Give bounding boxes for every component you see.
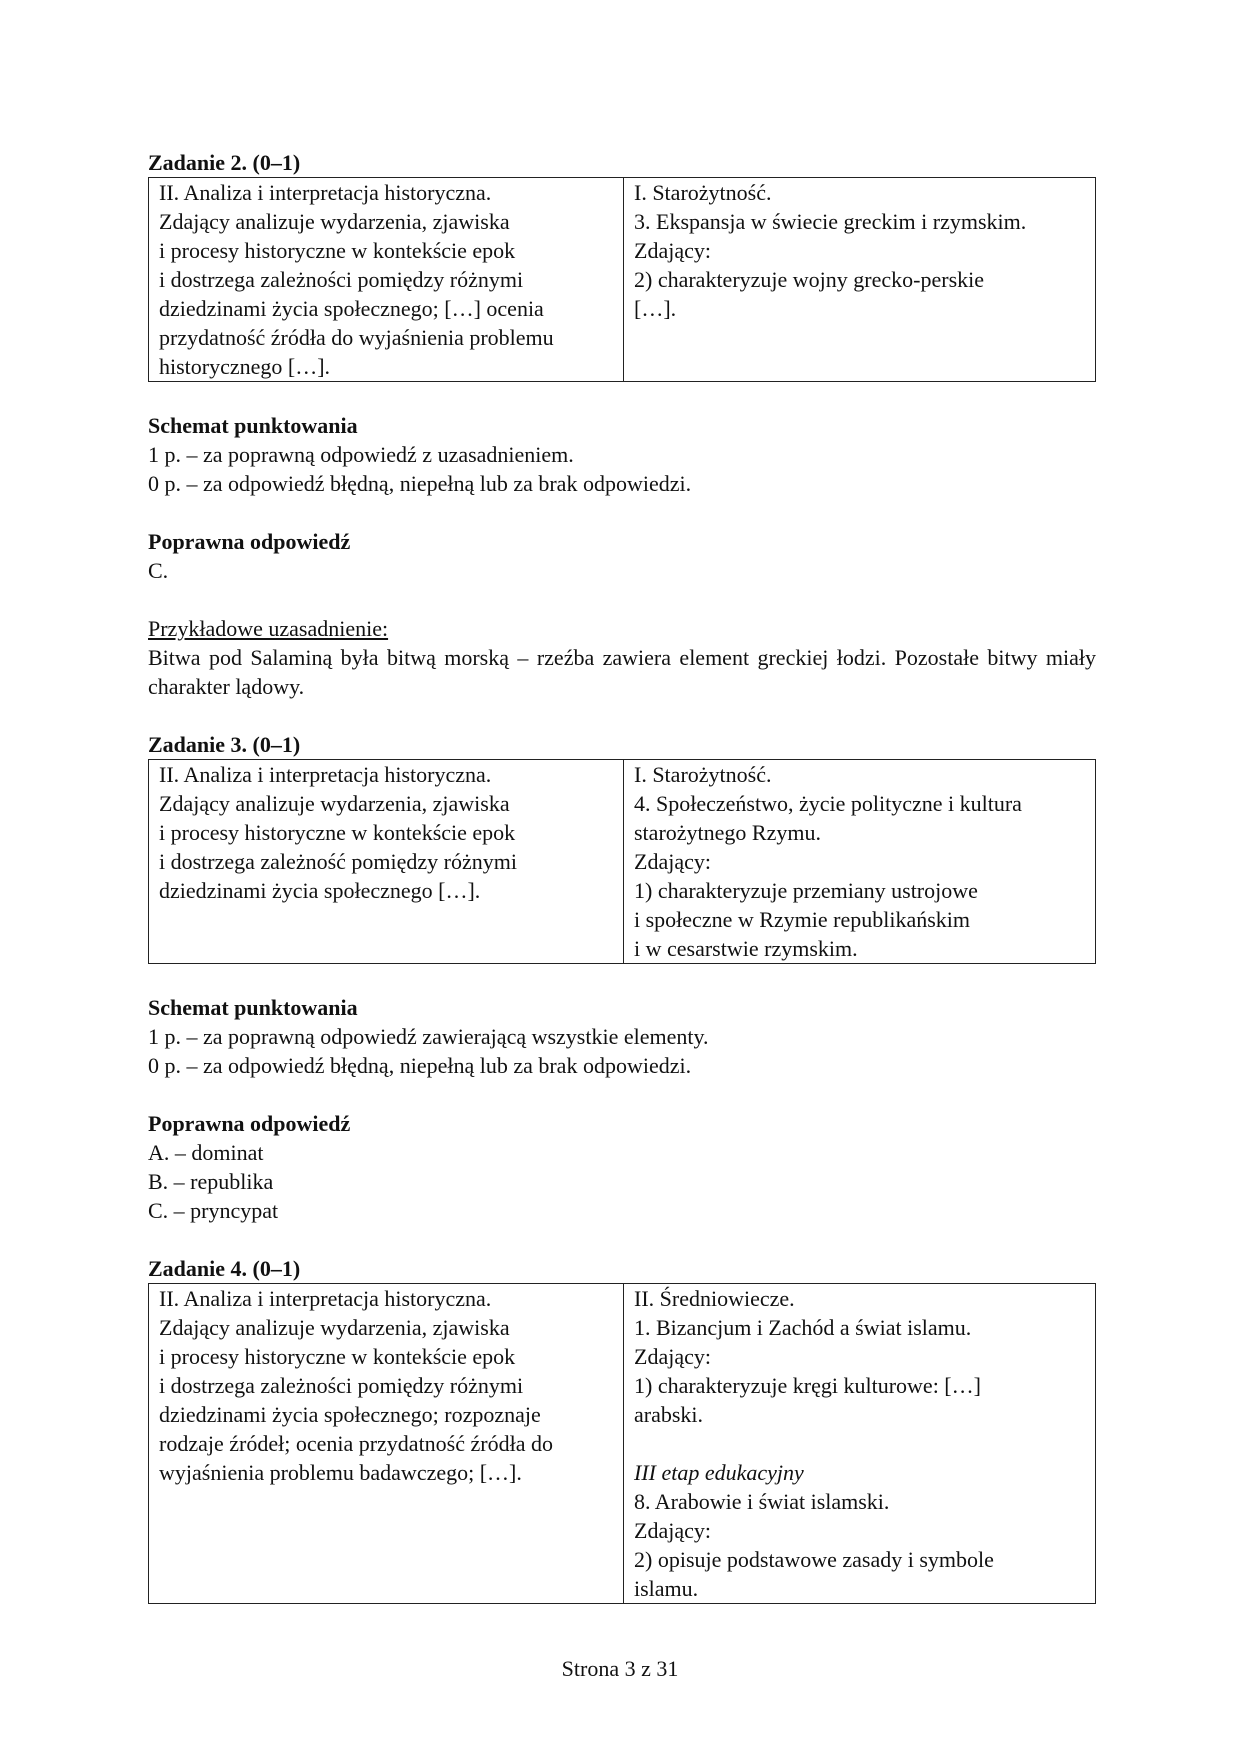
task-title: Zadanie 4. (0–1) xyxy=(148,1256,301,1281)
requirement-line: islamu. xyxy=(634,1576,699,1601)
requirement-line: 2) charakteryzuje wojny grecko-perskie xyxy=(634,267,985,292)
general-requirement-cell xyxy=(149,1284,624,1604)
requirement-line: Zdający analizuje wydarzenia, zjawiska xyxy=(159,1315,510,1340)
requirement-line: II. Analiza i interpretacja historyczna. xyxy=(159,1286,492,1311)
answer-heading: Poprawna odpowiedź xyxy=(148,1111,351,1136)
requirement-line: dziedzinami życia społecznego […]. xyxy=(159,878,481,903)
requirement-line: […]. xyxy=(634,296,677,321)
requirement-line: I. Starożytność. xyxy=(634,180,772,205)
requirement-line: 1) charakteryzuje przemiany ustrojowe xyxy=(634,878,978,903)
answer-line: B. – republika xyxy=(148,1169,274,1194)
requirement-line: 1) charakteryzuje kręgi kulturowe: […] xyxy=(634,1373,981,1398)
requirement-line: Zdający: xyxy=(634,1344,711,1369)
scoring-line: 1 p. – za poprawną odpowiedź zawierającą wszystkie elementy. xyxy=(148,1024,709,1049)
requirement-line: i dostrzega zależność pomiędzy różnymi xyxy=(159,849,517,874)
specific-requirement-cell xyxy=(624,760,1096,964)
requirement-line: i procesy historyczne w kontekście epok xyxy=(159,820,516,845)
scoring-line: 1 p. – za poprawną odpowiedź z uzasadnieniem. xyxy=(148,442,574,467)
page-footer: Strona 3 z 31 xyxy=(561,1656,679,1681)
requirement-line: 8. Arabowie i świat islamski. xyxy=(634,1489,890,1514)
requirement-line: i społeczne w Rzymie republikańskim xyxy=(634,907,971,932)
scoring-heading: Schemat punktowania xyxy=(148,995,358,1020)
answer-line: C. xyxy=(148,558,169,583)
requirement-line: arabski. xyxy=(634,1402,704,1427)
answer-line: C. – pryncypat xyxy=(148,1198,279,1223)
requirement-line: II. Analiza i interpretacja historyczna. xyxy=(159,762,492,787)
requirements-table xyxy=(148,1283,1096,1604)
requirement-line: i w cesarstwie rzymskim. xyxy=(634,936,858,961)
requirement-line: wyjaśnienia problemu badawczego; […]. xyxy=(159,1460,522,1485)
requirement-line: i dostrzega zależności pomiędzy różnymi xyxy=(159,267,524,292)
task-4 xyxy=(148,1254,1096,1604)
requirement-line: dziedzinami życia społecznego; rozpoznaje xyxy=(159,1402,541,1427)
requirement-line: rodzaje źródeł; ocenia przydatność źródła do xyxy=(159,1431,553,1456)
requirement-line: i procesy historyczne w kontekście epok xyxy=(159,238,516,263)
requirement-line: Zdający: xyxy=(634,238,711,263)
task-title: Zadanie 2. (0–1) xyxy=(148,150,301,175)
requirement-line: Zdający analizuje wydarzenia, zjawiska xyxy=(159,209,510,234)
document-page xyxy=(148,148,1096,1604)
requirement-line: dziedzinami życia społecznego; […] ocenia xyxy=(159,296,544,321)
requirement-line: Zdający: xyxy=(634,1518,711,1543)
requirement-line: II. Średniowiecze. xyxy=(634,1286,795,1311)
task-title: Zadanie 3. (0–1) xyxy=(148,732,301,757)
task-2 xyxy=(148,148,1096,730)
specific-requirement-cell xyxy=(624,178,1096,382)
general-requirement-cell xyxy=(149,178,624,382)
requirement-line: starożytnego Rzymu. xyxy=(634,820,821,845)
requirement-line: 2) opisuje podstawowe zasady i symbole xyxy=(634,1547,994,1572)
requirement-line: II. Analiza i interpretacja historyczna. xyxy=(159,180,492,205)
blank-line xyxy=(634,1429,1085,1458)
requirement-line: Zdający analizuje wydarzenia, zjawiska xyxy=(159,791,510,816)
requirement-line: i procesy historyczne w kontekście epok xyxy=(159,1344,516,1369)
scoring-line: 0 p. – za odpowiedź błędną, niepełną lub za brak odpowiedzi. xyxy=(148,1053,692,1078)
requirement-line: i dostrzega zależności pomiędzy różnymi xyxy=(159,1373,524,1398)
requirement-line: przydatność źródła do wyjaśnienia problemu xyxy=(159,325,554,350)
justification-heading: Przykładowe uzasadnienie: xyxy=(148,616,389,641)
general-requirement-cell xyxy=(149,760,624,964)
task-3 xyxy=(148,730,1096,1254)
requirement-line: 4. Społeczeństwo, życie polityczne i kultura xyxy=(634,791,1022,816)
scoring-heading: Schemat punktowania xyxy=(148,413,358,438)
answer-line: A. – dominat xyxy=(148,1140,264,1165)
justification-text: Bitwa pod Salaminą była bitwą morską – rzeźba zawiera element greckiej łodzi. Pozostałe bitwy miały charakter lądowy. xyxy=(148,645,1096,699)
requirement-line: 3. Ekspansja w świecie greckim i rzymskim. xyxy=(634,209,1027,234)
requirement-line: Zdający: xyxy=(634,849,711,874)
requirements-table xyxy=(148,759,1096,964)
requirement-line: I. Starożytność. xyxy=(634,762,772,787)
answer-heading: Poprawna odpowiedź xyxy=(148,529,351,554)
requirement-line: 1. Bizancjum i Zachód a świat islamu. xyxy=(634,1315,972,1340)
requirements-table xyxy=(148,177,1096,382)
stage-label: III etap edukacyjny xyxy=(634,1460,804,1485)
scoring-line: 0 p. – za odpowiedź błędną, niepełną lub za brak odpowiedzi. xyxy=(148,471,692,496)
requirement-line: historycznego […]. xyxy=(159,354,331,379)
specific-requirement-cell xyxy=(624,1284,1096,1604)
